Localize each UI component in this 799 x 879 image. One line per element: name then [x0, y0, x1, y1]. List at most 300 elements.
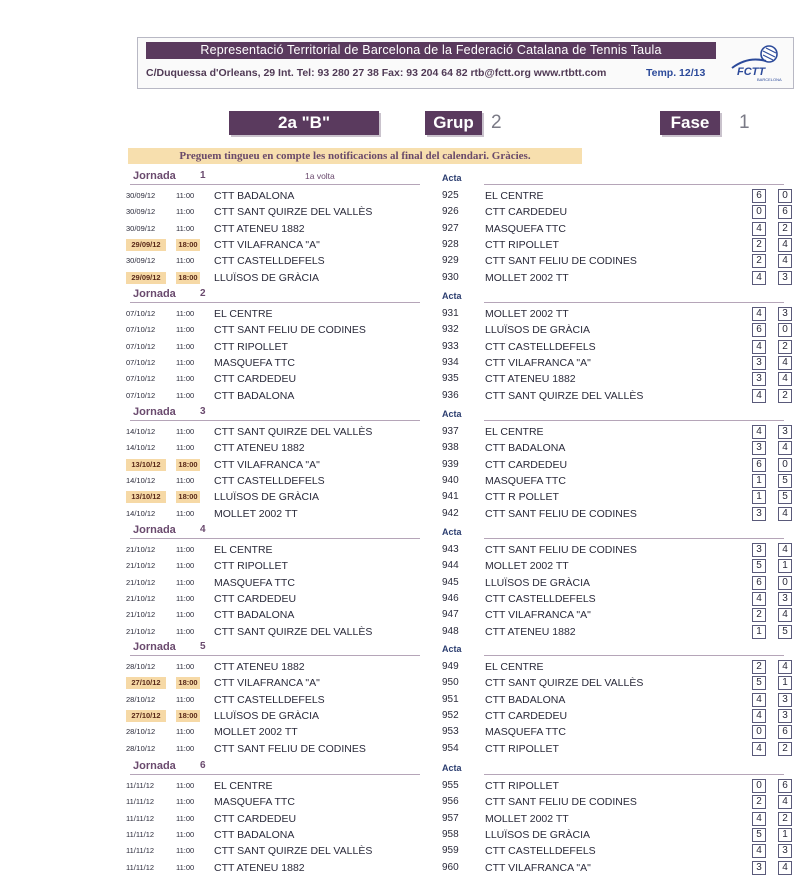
- home-team: CTT BADALONA: [214, 829, 295, 841]
- away-score: 5: [778, 474, 792, 488]
- away-team: CTT CARDEDEU: [485, 206, 568, 218]
- match-time: 11:00: [176, 476, 195, 485]
- away-team: CTT RIPOLLET: [485, 780, 559, 792]
- round-number: 5: [200, 641, 206, 652]
- away-team: CTT RIPOLLET: [485, 239, 559, 251]
- home-score: 0: [752, 205, 766, 219]
- home-score: 4: [752, 222, 766, 236]
- home-score: 3: [752, 507, 766, 521]
- away-team: CTT BADALONA: [485, 442, 566, 454]
- match-row: [0, 708, 799, 724]
- match-date: 13/10/12: [126, 491, 166, 503]
- home-team: CTT VILAFRANCA "A": [214, 239, 320, 251]
- match-date: 21/10/12: [126, 610, 156, 619]
- home-score: 4: [752, 425, 766, 439]
- home-team: EL CENTRE: [214, 308, 273, 320]
- match-date: 14/10/12: [126, 476, 156, 485]
- home-score: 0: [752, 779, 766, 793]
- match-row: [0, 843, 799, 859]
- acta-number: 928: [442, 239, 459, 250]
- home-score: 5: [752, 676, 766, 690]
- match-date: 29/09/12: [126, 239, 166, 251]
- away-score: 4: [778, 608, 792, 622]
- away-team: CTT SANT QUIRZE DEL VALLÈS: [485, 677, 644, 689]
- match-row: [0, 724, 799, 740]
- match-row: [0, 457, 799, 473]
- home-team: MASQUEFA TTC: [214, 796, 295, 808]
- round-label: Jornada: [133, 641, 176, 653]
- home-team: MOLLET 2002 TT: [214, 726, 298, 738]
- match-date: 11/11/12: [126, 846, 155, 855]
- acta-number: 934: [442, 357, 459, 368]
- away-score: 2: [778, 812, 792, 826]
- home-score: 6: [752, 189, 766, 203]
- match-row: [0, 778, 799, 794]
- acta-number: 957: [442, 813, 459, 824]
- home-score: 3: [752, 543, 766, 557]
- home-score: 6: [752, 576, 766, 590]
- match-time: 11:00: [176, 224, 195, 233]
- match-row: [0, 204, 799, 220]
- acta-number: 927: [442, 223, 459, 234]
- away-score: 4: [778, 543, 792, 557]
- acta-header: Acta: [442, 644, 462, 654]
- match-time: 18:00: [176, 491, 200, 503]
- acta-number: 949: [442, 661, 459, 672]
- match-time: 11:00: [176, 342, 195, 351]
- logo-text: FCTT: [737, 66, 766, 78]
- away-score: 4: [778, 441, 792, 455]
- match-date: 30/09/12: [126, 256, 156, 265]
- match-time: 18:00: [176, 459, 200, 471]
- match-time: 11:00: [176, 830, 195, 839]
- away-score: 6: [778, 205, 792, 219]
- acta-number: 954: [442, 743, 459, 754]
- match-date: 28/10/12: [126, 727, 156, 736]
- match-time: 11:00: [176, 325, 195, 334]
- acta-number: 935: [442, 373, 459, 384]
- away-team: LLUÏSOS DE GRÀCIA: [485, 324, 591, 336]
- away-team: MOLLET 2002 TT: [485, 560, 569, 572]
- home-team: MASQUEFA TTC: [214, 577, 295, 589]
- home-score: 4: [752, 271, 766, 285]
- away-score: 4: [778, 795, 792, 809]
- away-score: 3: [778, 844, 792, 858]
- match-date: 11/11/12: [126, 863, 155, 872]
- round-label: Jornada: [133, 524, 176, 536]
- match-date: 28/10/12: [126, 744, 156, 753]
- match-row: [0, 355, 799, 371]
- match-date: 21/10/12: [126, 594, 156, 603]
- home-score: 4: [752, 592, 766, 606]
- away-team: CTT VILAFRANCA "A": [485, 357, 591, 369]
- match-time: 11:00: [176, 863, 195, 872]
- season-label: Temp. 12/13: [646, 67, 706, 79]
- match-date: 29/09/12: [126, 272, 166, 284]
- contact-line: C/Duquessa d'Orleans, 29 Int. Tel: 93 280 27 38 Fax: 93 204 64 82 rtb@fctt.org www.rtbtt.com: [146, 67, 607, 79]
- match-time: 11:00: [176, 695, 195, 704]
- away-score: 0: [778, 458, 792, 472]
- match-time: 18:00: [176, 272, 200, 284]
- match-date: 07/10/12: [126, 391, 156, 400]
- home-score: 5: [752, 559, 766, 573]
- home-team: EL CENTRE: [214, 544, 273, 556]
- away-team: MOLLET 2002 TT: [485, 308, 569, 320]
- match-date: 30/09/12: [126, 191, 156, 200]
- away-team: CTT BADALONA: [485, 694, 566, 706]
- acta-number: 960: [442, 862, 459, 873]
- home-team: CTT RIPOLLET: [214, 341, 288, 353]
- round-label: Jornada: [133, 288, 176, 300]
- away-team: MASQUEFA TTC: [485, 726, 566, 738]
- match-time: 11:00: [176, 509, 195, 518]
- divider-line: [484, 420, 784, 421]
- match-date: 07/10/12: [126, 309, 156, 318]
- match-row: [0, 659, 799, 675]
- acta-number: 936: [442, 390, 459, 401]
- away-team: LLUÏSOS DE GRÀCIA: [485, 577, 591, 589]
- round-label: Jornada: [133, 406, 176, 418]
- match-time: 18:00: [176, 677, 200, 689]
- away-score: 3: [778, 271, 792, 285]
- away-team: MOLLET 2002 TT: [485, 272, 569, 284]
- match-time: 11:00: [176, 727, 195, 736]
- away-score: 6: [778, 725, 792, 739]
- match-row: [0, 221, 799, 237]
- match-time: 11:00: [176, 610, 195, 619]
- divider-line: [484, 538, 784, 539]
- acta-number: 951: [442, 694, 459, 705]
- match-row: [0, 424, 799, 440]
- home-team: CTT VILAFRANCA "A": [214, 459, 320, 471]
- round-label: Jornada: [133, 760, 176, 772]
- match-date: 21/10/12: [126, 627, 156, 636]
- acta-number: 944: [442, 560, 459, 571]
- away-team: MOLLET 2002 TT: [485, 813, 569, 825]
- match-row: [0, 388, 799, 404]
- divider-line: [130, 302, 420, 303]
- match-row: [0, 440, 799, 456]
- home-team: CTT VILAFRANCA "A": [214, 677, 320, 689]
- match-date: 11/11/12: [126, 781, 155, 790]
- match-date: 13/10/12: [126, 459, 166, 471]
- acta-number: 945: [442, 577, 459, 588]
- round-label: Jornada: [133, 170, 176, 182]
- match-row: [0, 188, 799, 204]
- home-team: CTT SANT FELIU DE CODINES: [214, 324, 366, 336]
- away-team: CTT RIPOLLET: [485, 743, 559, 755]
- match-row: [0, 741, 799, 757]
- calendar-notice: Preguem tingueu en compte les notificacions al final del calendari. Gràcies.: [128, 148, 582, 164]
- home-team: CTT ATENEU 1882: [214, 223, 305, 235]
- home-score: 3: [752, 356, 766, 370]
- match-row: [0, 489, 799, 505]
- home-team: CTT BADALONA: [214, 390, 295, 402]
- divider-line: [484, 302, 784, 303]
- match-row: [0, 473, 799, 489]
- home-team: CTT SANT QUIRZE DEL VALLÈS: [214, 426, 373, 438]
- away-team: EL CENTRE: [485, 661, 544, 673]
- match-date: 21/10/12: [126, 561, 156, 570]
- federation-header: [137, 37, 794, 89]
- match-time: 11:00: [176, 662, 195, 671]
- match-row: [0, 607, 799, 623]
- match-date: 28/10/12: [126, 695, 156, 704]
- acta-number: 931: [442, 308, 459, 319]
- away-score: 5: [778, 625, 792, 639]
- match-time: 11:00: [176, 207, 195, 216]
- divider-line: [130, 184, 420, 185]
- match-date: 14/10/12: [126, 509, 156, 518]
- away-score: 4: [778, 861, 792, 875]
- away-score: 2: [778, 222, 792, 236]
- round-number: 4: [200, 524, 206, 535]
- acta-number: 937: [442, 426, 459, 437]
- away-team: CTT CASTELLDEFELS: [485, 845, 596, 857]
- divider-line: [130, 774, 420, 775]
- acta-header: Acta: [442, 409, 462, 419]
- match-time: 11:00: [176, 443, 195, 452]
- match-date: 27/10/12: [126, 677, 166, 689]
- away-score: 1: [778, 676, 792, 690]
- match-row: [0, 558, 799, 574]
- acta-number: 929: [442, 255, 459, 266]
- home-score: 4: [752, 742, 766, 756]
- acta-number: 938: [442, 442, 459, 453]
- acta-header: Acta: [442, 763, 462, 773]
- acta-number: 942: [442, 508, 459, 519]
- round-header: [0, 406, 799, 424]
- acta-number: 941: [442, 491, 459, 502]
- volta-label: 1a volta: [305, 171, 335, 181]
- match-date: 14/10/12: [126, 443, 156, 452]
- home-score: 3: [752, 861, 766, 875]
- match-time: 11:00: [176, 545, 195, 554]
- round-number: 2: [200, 288, 206, 299]
- acta-header: Acta: [442, 527, 462, 537]
- away-score: 3: [778, 592, 792, 606]
- away-score: 2: [778, 340, 792, 354]
- away-team: CTT VILAFRANCA "A": [485, 862, 591, 874]
- group-label: Grup: [425, 111, 482, 135]
- match-date: 30/09/12: [126, 224, 156, 233]
- away-score: 4: [778, 507, 792, 521]
- match-row: [0, 237, 799, 253]
- away-team: CTT CARDEDEU: [485, 459, 568, 471]
- away-team: EL CENTRE: [485, 426, 544, 438]
- match-row: [0, 675, 799, 691]
- acta-number: 930: [442, 272, 459, 283]
- home-score: 4: [752, 844, 766, 858]
- home-score: 1: [752, 490, 766, 504]
- away-score: 3: [778, 425, 792, 439]
- home-score: 1: [752, 474, 766, 488]
- match-row: [0, 811, 799, 827]
- home-score: 1: [752, 625, 766, 639]
- divider-line: [130, 538, 420, 539]
- match-date: 28/10/12: [126, 662, 156, 671]
- divider-line: [484, 774, 784, 775]
- home-score: 2: [752, 660, 766, 674]
- match-time: 11:00: [176, 256, 195, 265]
- home-score: 5: [752, 828, 766, 842]
- match-date: 07/10/12: [126, 358, 156, 367]
- acta-number: 959: [442, 845, 459, 856]
- match-date: 07/10/12: [126, 342, 156, 351]
- match-row: [0, 575, 799, 591]
- home-team: LLUÏSOS DE GRÀCIA: [214, 710, 320, 722]
- home-team: CTT SANT QUIRZE DEL VALLÈS: [214, 845, 373, 857]
- match-time: 18:00: [176, 710, 200, 722]
- acta-number: 932: [442, 324, 459, 335]
- divider-line: [484, 655, 784, 656]
- away-score: 5: [778, 490, 792, 504]
- away-team: CTT SANT FELIU DE CODINES: [485, 544, 637, 556]
- away-team: EL CENTRE: [485, 190, 544, 202]
- match-time: 11:00: [176, 781, 195, 790]
- match-row: [0, 322, 799, 338]
- match-row: [0, 860, 799, 876]
- away-score: 1: [778, 559, 792, 573]
- home-team: CTT BADALONA: [214, 609, 295, 621]
- away-score: 4: [778, 238, 792, 252]
- home-team: CTT ATENEU 1882: [214, 661, 305, 673]
- match-row: [0, 371, 799, 387]
- home-score: 0: [752, 725, 766, 739]
- round-header: [0, 170, 799, 188]
- match-time: 11:00: [176, 391, 195, 400]
- match-time: 11:00: [176, 594, 195, 603]
- round-header: [0, 524, 799, 542]
- acta-number: 948: [442, 626, 459, 637]
- match-date: 11/11/12: [126, 814, 155, 823]
- match-date: 21/10/12: [126, 545, 156, 554]
- away-team: CTT CASTELLDEFELS: [485, 593, 596, 605]
- match-time: 11:00: [176, 561, 195, 570]
- away-team: CTT R POLLET: [485, 491, 559, 503]
- match-time: 11:00: [176, 797, 195, 806]
- home-score: 4: [752, 709, 766, 723]
- away-team: LLUÏSOS DE GRÀCIA: [485, 829, 591, 841]
- match-time: 11:00: [176, 309, 195, 318]
- home-score: 4: [752, 340, 766, 354]
- round-header: [0, 760, 799, 778]
- match-row: [0, 624, 799, 640]
- away-team: CTT CASTELLDEFELS: [485, 341, 596, 353]
- phase-value: 1: [739, 112, 750, 133]
- match-date: 07/10/12: [126, 374, 156, 383]
- match-time: 11:00: [176, 627, 195, 636]
- acta-number: 952: [442, 710, 459, 721]
- match-row: [0, 506, 799, 522]
- category-badge: 2a "B": [229, 111, 379, 135]
- away-score: 3: [778, 709, 792, 723]
- match-row: [0, 339, 799, 355]
- round-number: 3: [200, 406, 206, 417]
- group-value: 2: [491, 112, 502, 133]
- away-team: CTT SANT FELIU DE CODINES: [485, 796, 637, 808]
- match-time: 18:00: [176, 239, 200, 251]
- acta-number: 946: [442, 593, 459, 604]
- home-score: 3: [752, 441, 766, 455]
- acta-number: 958: [442, 829, 459, 840]
- acta-number: 933: [442, 341, 459, 352]
- match-time: 11:00: [176, 358, 195, 367]
- match-time: 11:00: [176, 374, 195, 383]
- match-date: 11/11/12: [126, 830, 155, 839]
- home-team: CTT CARDEDEU: [214, 593, 297, 605]
- acta-number: 939: [442, 459, 459, 470]
- match-date: 27/10/12: [126, 710, 166, 722]
- away-team: CTT ATENEU 1882: [485, 626, 576, 638]
- acta-number: 940: [442, 475, 459, 486]
- acta-number: 925: [442, 190, 459, 201]
- home-team: EL CENTRE: [214, 780, 273, 792]
- round-header: [0, 288, 799, 306]
- home-team: CTT CASTELLDEFELS: [214, 475, 325, 487]
- round-number: 1: [200, 170, 206, 181]
- away-score: 2: [778, 742, 792, 756]
- home-team: CTT CASTELLDEFELS: [214, 694, 325, 706]
- acta-number: 926: [442, 206, 459, 217]
- home-score: 4: [752, 307, 766, 321]
- home-score: 6: [752, 458, 766, 472]
- match-date: 11/11/12: [126, 797, 155, 806]
- home-score: 2: [752, 795, 766, 809]
- away-score: 1: [778, 828, 792, 842]
- home-team: LLUÏSOS DE GRÀCIA: [214, 491, 320, 503]
- home-team: MASQUEFA TTC: [214, 357, 295, 369]
- away-score: 2: [778, 389, 792, 403]
- acta-number: 956: [442, 796, 459, 807]
- match-time: 11:00: [176, 191, 195, 200]
- away-team: CTT SANT QUIRZE DEL VALLÈS: [485, 390, 644, 402]
- acta-number: 955: [442, 780, 459, 791]
- home-team: CTT ATENEU 1882: [214, 862, 305, 874]
- away-score: 4: [778, 254, 792, 268]
- round-header: [0, 641, 799, 659]
- divider-line: [484, 184, 784, 185]
- away-team: CTT SANT FELIU DE CODINES: [485, 508, 637, 520]
- home-team: CTT ATENEU 1882: [214, 442, 305, 454]
- fctt-logo-icon: [728, 42, 786, 82]
- away-score: 0: [778, 576, 792, 590]
- match-time: 11:00: [176, 427, 195, 436]
- acta-header: Acta: [442, 173, 462, 183]
- away-team: CTT ATENEU 1882: [485, 373, 576, 385]
- home-team: CTT CASTELLDEFELS: [214, 255, 325, 267]
- federation-title: Representació Territorial de Barcelona de la Federació Catalana de Tennis Taula: [146, 42, 716, 59]
- home-score: 2: [752, 238, 766, 252]
- home-score: 3: [752, 372, 766, 386]
- acta-number: 950: [442, 677, 459, 688]
- home-score: 6: [752, 323, 766, 337]
- away-score: 0: [778, 189, 792, 203]
- match-row: [0, 827, 799, 843]
- home-score: 4: [752, 812, 766, 826]
- match-date: 14/10/12: [126, 427, 156, 436]
- divider-line: [130, 655, 420, 656]
- away-team: MASQUEFA TTC: [485, 223, 566, 235]
- home-score: 2: [752, 608, 766, 622]
- home-team: CTT SANT FELIU DE CODINES: [214, 743, 366, 755]
- home-team: CTT CARDEDEU: [214, 373, 297, 385]
- home-team: LLUÏSOS DE GRÀCIA: [214, 272, 320, 284]
- home-score: 4: [752, 693, 766, 707]
- match-row: [0, 270, 799, 286]
- home-team: CTT RIPOLLET: [214, 560, 288, 572]
- round-number: 6: [200, 760, 206, 771]
